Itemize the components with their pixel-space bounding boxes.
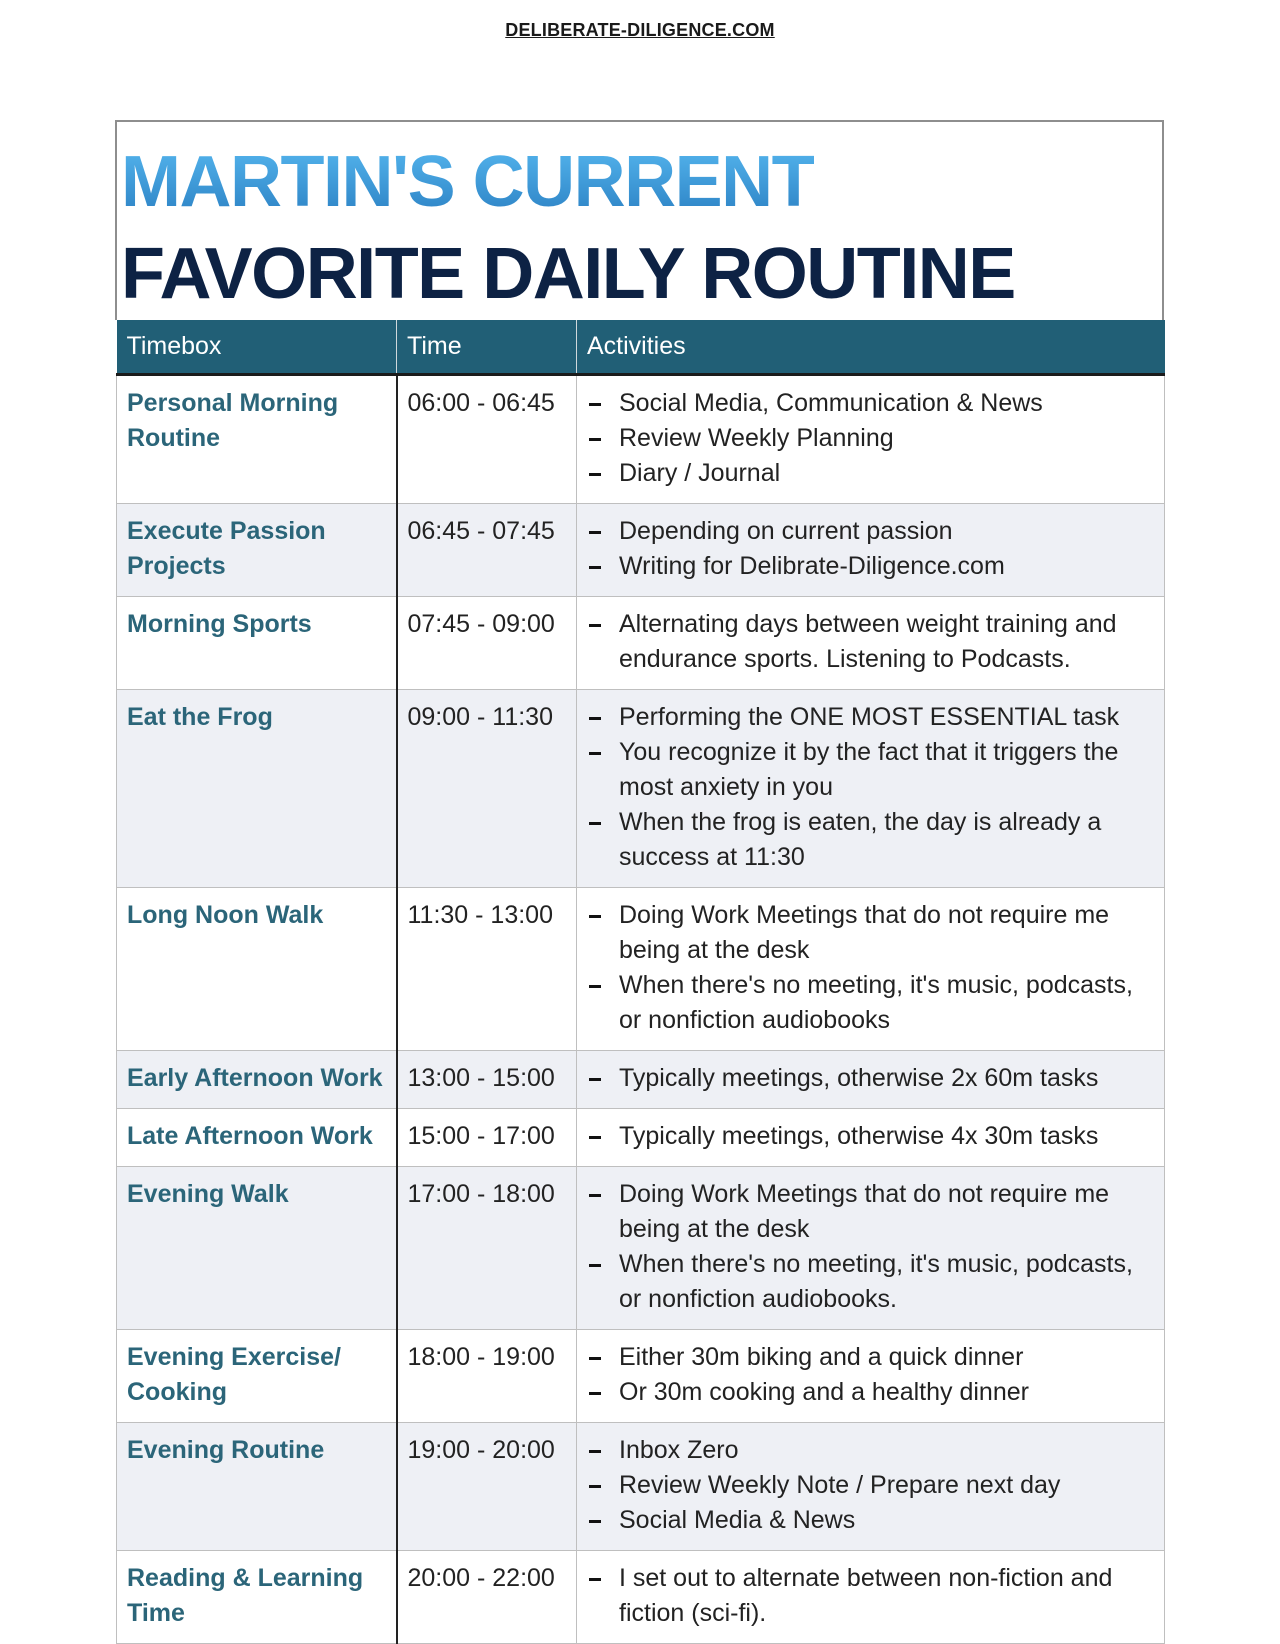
timebox-cell: Late Afternoon Work (117, 1109, 397, 1167)
site-url: DELIBERATE-DILIGENCE.COM (505, 20, 775, 40)
activity-item: Social Media & News (587, 1503, 1156, 1538)
activity-item: Performing the ONE MOST ESSENTIAL task (587, 700, 1156, 735)
activities-cell (577, 1551, 1165, 1644)
time-cell: 07:45 - 09:00 (397, 597, 577, 690)
table-header-row (117, 320, 1165, 375)
activity-item: Diary / Journal (587, 456, 1156, 491)
activities-cell (577, 690, 1165, 888)
activities-list (587, 1340, 1156, 1410)
activity-item: Social Media, Communication & News (587, 386, 1156, 421)
table-row (117, 1551, 1165, 1644)
activity-item: Doing Work Meetings that do not require me being at the desk (587, 1177, 1156, 1247)
activity-item: You recognize it by the fact that it triggers the most anxiety in you (587, 735, 1156, 805)
activities-list (587, 514, 1156, 584)
header-timebox: Timebox (117, 320, 397, 375)
activities-list (587, 898, 1156, 1038)
activity-item: Typically meetings, otherwise 4x 30m tasks (587, 1119, 1156, 1154)
timebox-cell: Long Noon Walk (117, 888, 397, 1051)
header-time: Time (397, 320, 577, 375)
activities-cell (577, 1051, 1165, 1109)
title-box (115, 120, 1164, 320)
activities-list (587, 1119, 1156, 1154)
timebox-cell: Execute Passion Projects (117, 504, 397, 597)
activities-cell (577, 504, 1165, 597)
activity-item: Writing for Delibrate-Diligence.com (587, 549, 1156, 584)
activities-cell (577, 888, 1165, 1051)
activity-item: Inbox Zero (587, 1433, 1156, 1468)
activity-item: When the frog is eaten, the day is already a success at 11:30 (587, 805, 1156, 875)
title-line-2: FAVORITE DAILY ROUTINE (121, 234, 1015, 314)
activity-item: Review Weekly Note / Prepare next day (587, 1468, 1156, 1503)
time-cell: 13:00 - 15:00 (397, 1051, 577, 1109)
activities-list (587, 700, 1156, 875)
activities-cell (577, 1167, 1165, 1330)
timebox-cell: Morning Sports (117, 597, 397, 690)
timebox-cell: Early Afternoon Work (117, 1051, 397, 1109)
table-row (117, 1423, 1165, 1551)
activities-list (587, 1177, 1156, 1317)
activity-item: Review Weekly Planning (587, 421, 1156, 456)
activities-list (587, 1561, 1156, 1631)
activities-cell (577, 375, 1165, 504)
activity-item: Depending on current passion (587, 514, 1156, 549)
time-cell: 11:30 - 13:00 (397, 888, 577, 1051)
time-cell: 06:45 - 07:45 (397, 504, 577, 597)
timebox-cell: Eat the Frog (117, 690, 397, 888)
activities-cell (577, 1423, 1165, 1551)
activities-list (587, 1433, 1156, 1538)
time-cell: 19:00 - 20:00 (397, 1423, 577, 1551)
timebox-cell: Evening Routine (117, 1423, 397, 1551)
activities-list (587, 386, 1156, 491)
table-row (117, 375, 1165, 504)
activity-item: When there's no meeting, it's music, podcasts, or nonfiction audiobooks (587, 968, 1156, 1038)
activity-item: Alternating days between weight training and endurance sports. Listening to Podcasts. (587, 607, 1156, 677)
time-cell: 06:00 - 06:45 (397, 375, 577, 504)
timebox-cell: Personal Morning Routine (117, 375, 397, 504)
table-row (117, 504, 1165, 597)
time-cell: 18:00 - 19:00 (397, 1330, 577, 1423)
activity-item: I set out to alternate between non-fiction and fiction (sci-fi). (587, 1561, 1156, 1631)
activity-item: Typically meetings, otherwise 2x 60m tasks (587, 1061, 1156, 1096)
activity-item: Either 30m biking and a quick dinner (587, 1340, 1156, 1375)
timebox-cell: Reading & Learning Time (117, 1551, 397, 1644)
activities-cell (577, 1330, 1165, 1423)
time-cell: 09:00 - 11:30 (397, 690, 577, 888)
header-activities: Activities (577, 320, 1165, 375)
activities-cell (577, 1109, 1165, 1167)
time-cell: 15:00 - 17:00 (397, 1109, 577, 1167)
time-cell: 17:00 - 18:00 (397, 1167, 577, 1330)
table-row (117, 1167, 1165, 1330)
time-cell: 20:00 - 22:00 (397, 1551, 577, 1644)
table-row (117, 1109, 1165, 1167)
activities-cell (577, 597, 1165, 690)
title-line-1: MARTIN'S CURRENT (121, 142, 815, 222)
activity-item: Doing Work Meetings that do not require me being at the desk (587, 898, 1156, 968)
activities-list (587, 1061, 1156, 1096)
activity-item: When there's no meeting, it's music, podcasts, or nonfiction audiobooks. (587, 1247, 1156, 1317)
table-row (117, 888, 1165, 1051)
table-row (117, 597, 1165, 690)
table-row (117, 1330, 1165, 1423)
table-row (117, 1051, 1165, 1109)
table-row (117, 690, 1165, 888)
routine-table (116, 320, 1165, 1644)
timebox-cell: Evening Exercise/ Cooking (117, 1330, 397, 1423)
activity-item: Or 30m cooking and a healthy dinner (587, 1375, 1156, 1410)
timebox-cell: Evening Walk (117, 1167, 397, 1330)
activities-list (587, 607, 1156, 677)
